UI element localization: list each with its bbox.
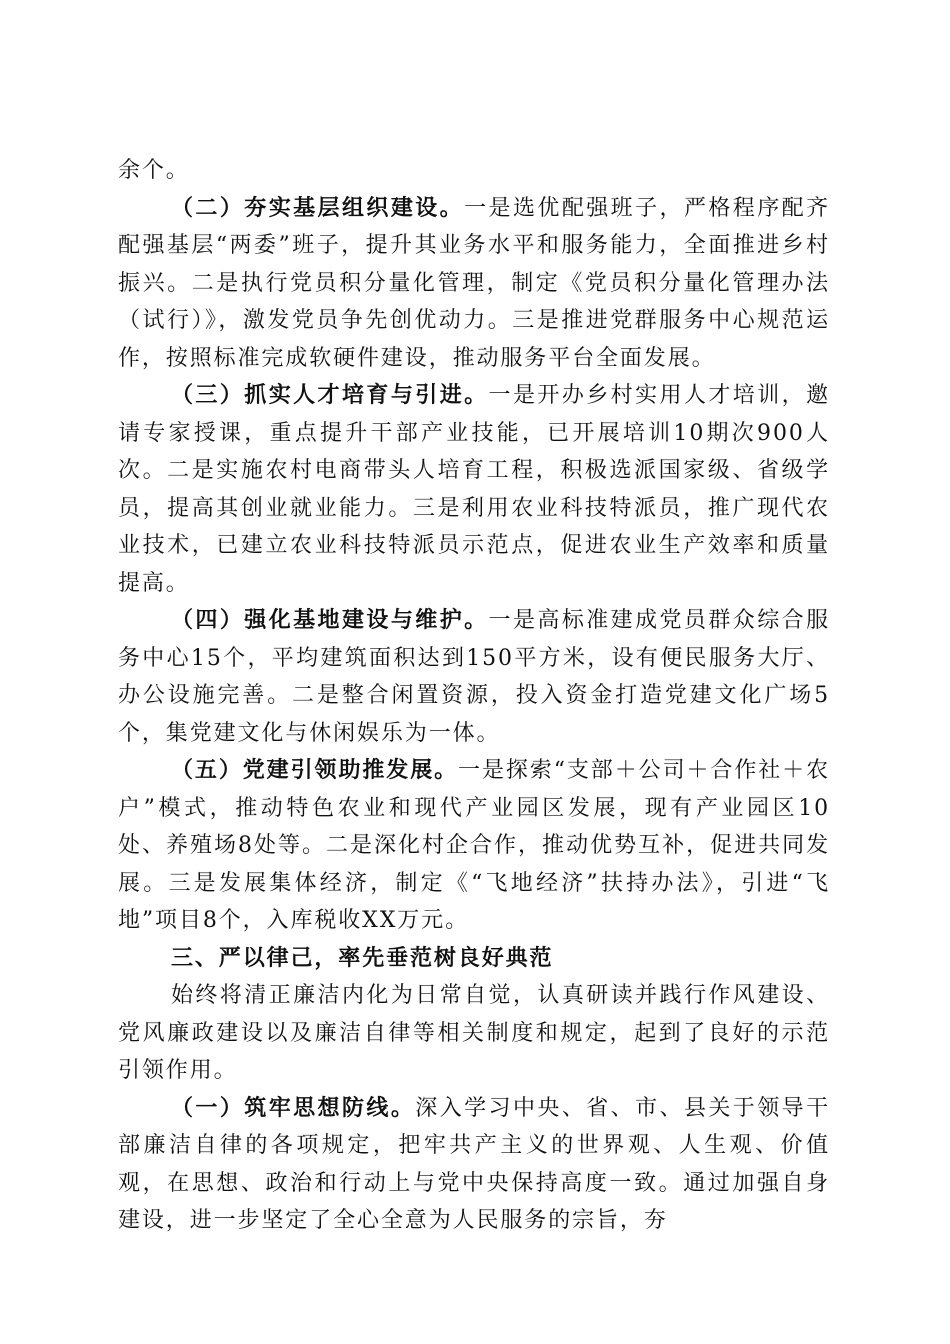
item-lead: （三）抓实人才培育与引进。 bbox=[171, 382, 489, 408]
item-text: 一是探索“支部＋公司＋合作社＋农户”模式，推动特色农业和现代产业园区发展，现有产业园区10处、养殖场8处等。二是深化村企合作，推动优势互补，促进共同发展。三是发展集体经济，制定《“飞地经济”扶持办法》，引进“飞地”项目8个，入库税收XX万元。 bbox=[118, 758, 830, 933]
section-item-4 bbox=[118, 602, 830, 752]
section-item-5 bbox=[118, 752, 830, 940]
item-lead: （二）夯实基层组织建设。 bbox=[171, 194, 465, 221]
section-heading-3: 三、严以律己，率先垂范树良好典范 bbox=[171, 944, 554, 971]
section-item-2 bbox=[118, 190, 830, 378]
item-text: 一是高标准建成党员群众综合服务中心15个，平均建筑面积达到150平方米，设有便民服务大厅、办公设施完善。二是整合闲置资源，投入资金打造党建文化广场5个，集党建文化与休闲娱乐为一体。 bbox=[118, 608, 830, 746]
item-text: 深入学习中央、省、市、县关于领导干部廉洁自律的各项规定，把牢共产主义的世界观、人生观、价值观，在思想、政治和行动上与党中央保持高度一致。通过加强自身建设，进一步坚定了全心全意为人民服务的宗旨，夯 bbox=[118, 1095, 830, 1233]
paragraph-text: 余个。 bbox=[118, 158, 190, 183]
item-lead: （四）强化基地建设与维护。 bbox=[171, 607, 489, 633]
document-page bbox=[118, 152, 830, 1240]
section-item-1 bbox=[118, 1090, 830, 1240]
section-item-3 bbox=[118, 377, 830, 602]
continuation-paragraph bbox=[118, 152, 830, 190]
item-lead: （一）筑牢思想防线。 bbox=[171, 1094, 416, 1121]
section-intro-paragraph bbox=[118, 977, 830, 1090]
item-text: 一是选优配强班子，严格程序配齐配强基层“两委”班子，提升其业务水平和服务能力，全面推进乡村振兴。二是执行党员积分量化管理，制定《党员积分量化管理办法（试行）》，激发党员争先创优动力。三是推进党群服务中心规范运作，按照标准完成软硬件建设，推动服务平台全面发展。 bbox=[118, 195, 830, 371]
item-text: 一是开办乡村实用人才培训，邀请专家授课，重点提升干部产业技能，已开展培训10期次900人次。二是实施农村电商带头人培育工程，积极选派国家级、省级学员，提高其创业就业能力。三是利用农业科技特派员，推广现代农业技术，已建立农业科技特派员示范点，促进农业生产效率和质量提高。 bbox=[118, 383, 830, 596]
item-lead: （五）党建引领助推发展。 bbox=[171, 757, 459, 783]
paragraph-text: 始终将清正廉洁内化为日常自觉，认真研读并践行作风建设、党风廉政建设以及廉洁自律等相关制度和规定，起到了良好的示范引领作用。 bbox=[118, 983, 830, 1083]
